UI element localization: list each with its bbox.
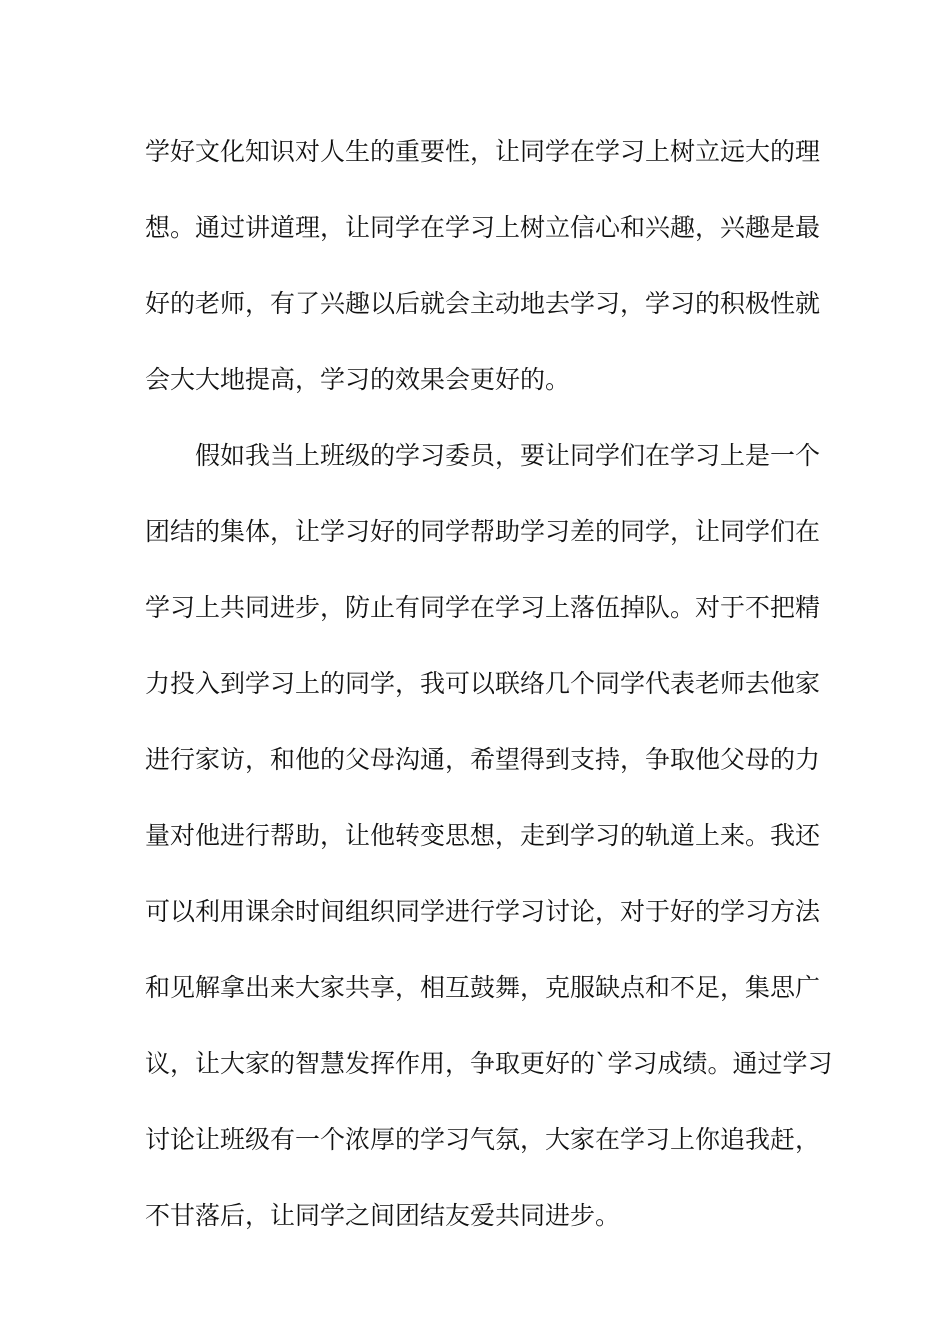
text-line: 好的老师，有了兴趣以后就会主动地去学习，学习的积极性就 (145, 289, 821, 318)
text-line: 想。通过讲道理，让同学在学习上树立信心和兴趣，兴趣是最 (145, 213, 821, 242)
document-body (145, 130, 833, 1270)
text-line: 团结的集体，让学习好的同学帮助学习差的同学，让同学们在 (145, 517, 821, 546)
text-line: 议，让大家的智慧发挥作用，争取更好的`学习成绩。通过学习 (145, 1049, 833, 1078)
text-line: 会大大地提高，学习的效果会更好的。 (145, 365, 571, 394)
paragraph-first-line: 假如我当上班级的学习委员，要让同学们在学习上是一个 (195, 441, 821, 470)
text-line: 和见解拿出来大家共享，相互鼓舞，克服缺点和不足，集思广 (145, 973, 821, 1002)
text-line: 量对他进行帮助，让他转变思想，走到学习的轨道上来。我还 (145, 821, 821, 850)
text-line: 不甘落后，让同学之间团结友爱共同进步。 (145, 1201, 621, 1230)
text-line: 讨论让班级有一个浓厚的学习气氛，大家在学习上你追我赶， (145, 1125, 821, 1154)
text-line: 学好文化知识对人生的重要性，让同学在学习上树立远大的理 (145, 137, 821, 166)
text-line: 可以利用课余时间组织同学进行学习讨论，对于好的学习方法 (145, 897, 821, 926)
text-line: 力投入到学习上的同学，我可以联络几个同学代表老师去他家 (145, 669, 821, 698)
text-line: 学习上共同进步，防止有同学在学习上落伍掉队。对于不把精 (145, 593, 821, 622)
text-line: 进行家访，和他的父母沟通，希望得到支持，争取他父母的力 (145, 745, 821, 774)
